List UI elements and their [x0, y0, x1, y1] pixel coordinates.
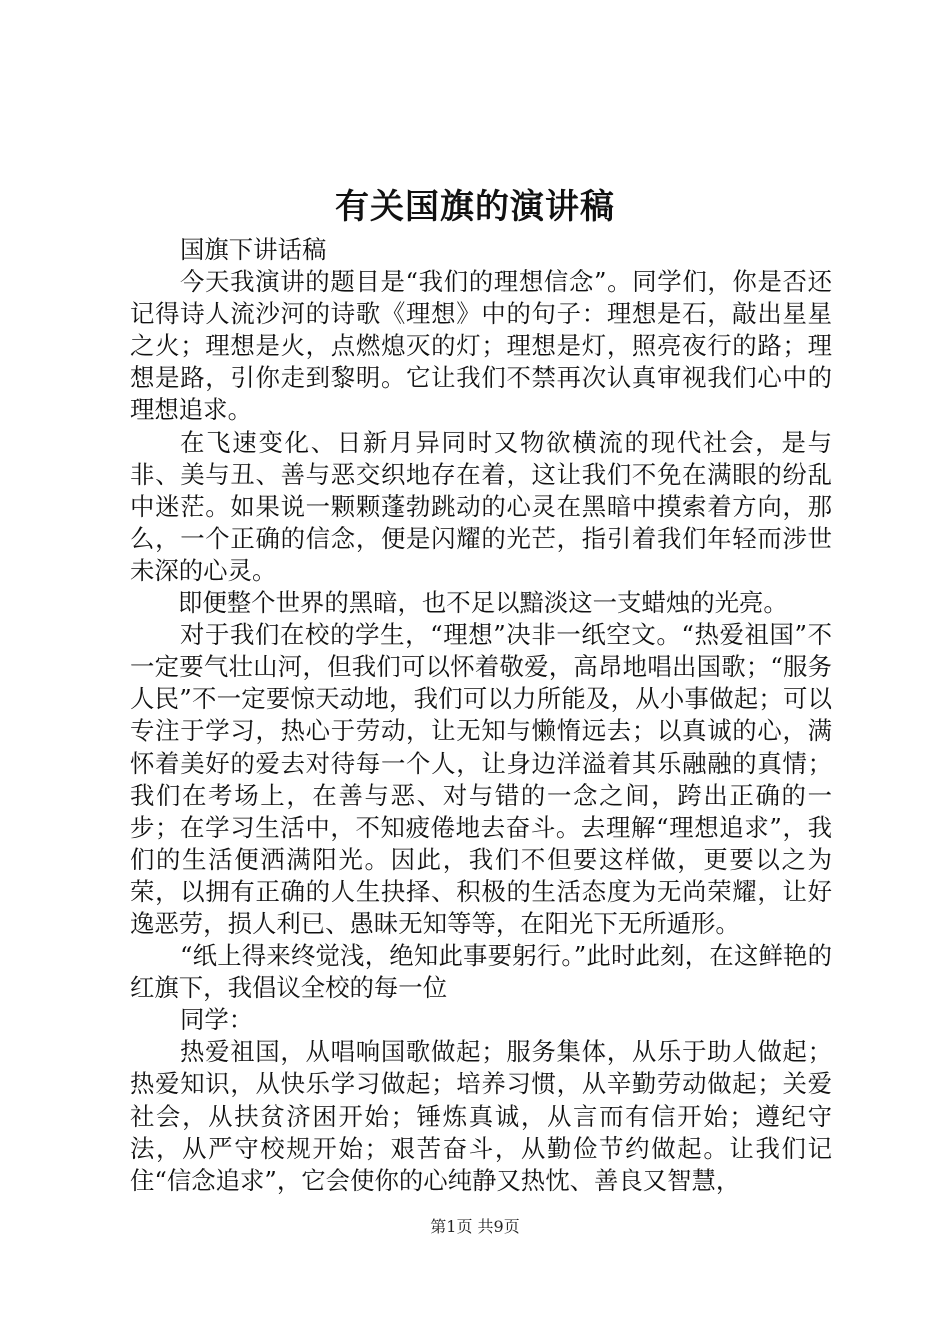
paragraph: 热爱祖国，从唱响国歌做起；服务集体，从乐于助人做起；热爱知识，从快乐学习做起；培养习惯，从辛勤劳动做起；关爱社会，从扶贫济困开始；锤炼真诚，从言而有信开始；遵纪守法，从严守校规开始；艰苦奋斗，从勤俭节约做起。让我们记住“信念追求”，它会使你的心纯静又热忱、善良又智慧，	[130, 1037, 832, 1195]
paragraph-subtitle: 国旗下讲话稿	[180, 235, 327, 264]
paragraph: 今天我演讲的题目是“我们的理想信念”。同学们，你是否还记得诗人流沙河的诗歌《理想》中的句子：理想是石，敲出星星之火；理想是火，点燃熄灭的灯；理想是灯，照亮夜行的路；理想是路，引你走到黎明。它让我们不禁再次认真审视我们心中的理想追求。	[130, 267, 832, 425]
paragraph: 即便整个世界的黑暗，也不足以黯淡这一支蜡烛的光亮。	[178, 588, 788, 618]
page-number-footer: 第1页 共9页	[430, 1217, 520, 1236]
document-body	[130, 234, 832, 1197]
paragraph: 在飞速变化、日新月异同时又物欲横流的现代社会，是与非、美与丑、善与恶交织地存在着，这让我们不免在满眼的纷乱中迷茫。如果说一颗颗蓬勃跳动的心灵在黑暗中摸索着方向，那么，一个正确的信念，便是闪耀的光芒，指引着我们年轻而涉世未深的心灵。	[130, 427, 832, 585]
paragraph: 对于我们在校的学生，“理想”决非一纸空文。“热爱祖国”不一定要气壮山河，但我们可以怀着敬爱，高昂地唱出国歌；“服务人民”不一定要惊天动地，我们可以力所能及，从小事做起；可以专注于学习，热心于劳动，让无知与懒惰远去；以真诚的心，满怀着美好的爱去对待每一个人，让身边洋溢着其乐融融的真情；我们在考场上，在善与恶、对与错的一念之间，跨出正确的一步；在学习生活中，不知疲倦地去奋斗。去理解“理想追求”，我们的生活便洒满阳光。因此，我们不但要这样做，更要以之为荣，以拥有正确的人生抉择、积极的生活态度为无尚荣耀，让好逸恶劳，损人利已、愚昧无知等等，在阳光下无所遁形。	[130, 620, 832, 938]
paragraph: 同学：	[180, 1005, 254, 1035]
paragraph: “纸上得来终觉浅，绝知此事要躬行。”此时此刻，在这鲜艳的红旗下，我倡议全校的每一位	[130, 941, 832, 1003]
document-title: 有关国旗的演讲稿	[335, 187, 615, 227]
